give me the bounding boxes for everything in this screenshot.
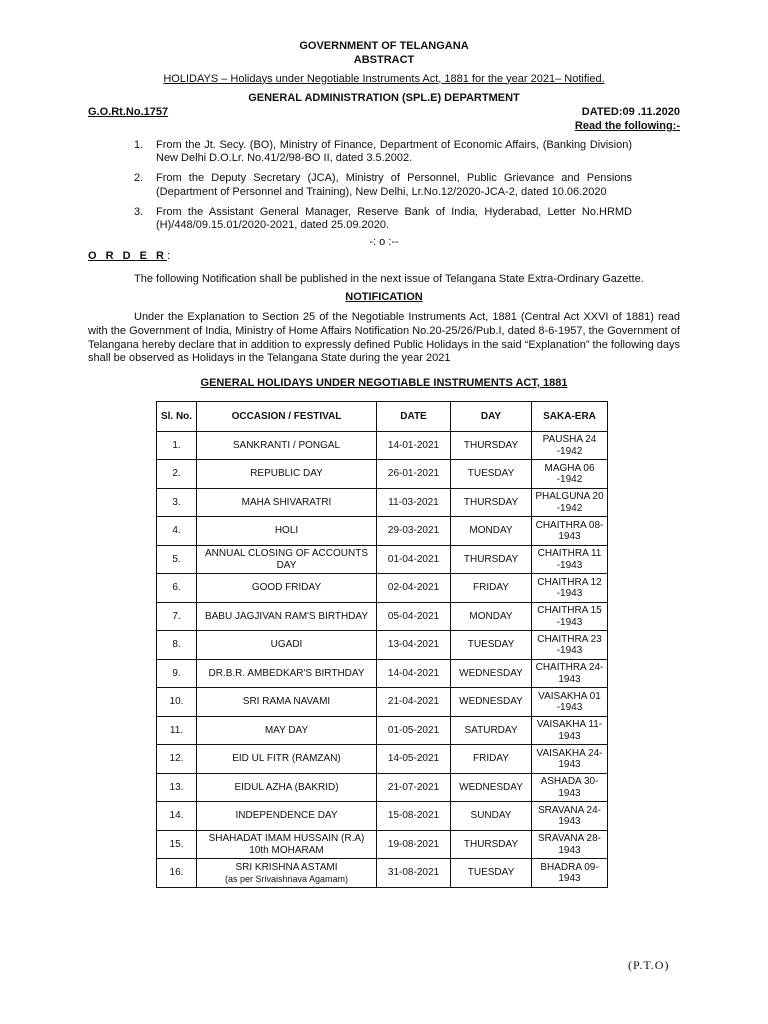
go-number: G.O.Rt.No.1757 bbox=[88, 106, 169, 118]
cell-sl-no-text: 13. bbox=[169, 781, 184, 793]
cell-date-text: 14-05-2021 bbox=[387, 753, 440, 765]
cell-day-text: THURSDAY bbox=[463, 439, 519, 451]
header-day: DAY bbox=[451, 401, 532, 431]
cell-saka-era bbox=[532, 716, 608, 745]
go-number-row bbox=[88, 106, 680, 120]
table-row bbox=[157, 859, 608, 888]
cell-occasion-text: MAY DAY bbox=[264, 724, 309, 736]
header-date: DATE bbox=[377, 401, 451, 431]
cell-saka-era-text: ASHADA 30-1943 bbox=[540, 776, 599, 799]
table-row bbox=[157, 830, 608, 859]
notification-paragraph: Under the Explanation to Section 25 of the Negotiable Instruments Act, 1881 (Central Act XXVI of 1881) read with the Government of India, Ministry of Home Affairs Notification No.20-25/26/Pub.I, dated 8-6-1957, the Government of Telangana hereby declare that in addition to expressly defined Public Holidays in the said “Explanation” the following days shall be observed as Holidays in the Telangana State during the year 2021 bbox=[88, 311, 680, 365]
cell-saka-era bbox=[532, 859, 608, 888]
government-title: GOVERNMENT OF TELANGANA bbox=[299, 40, 469, 52]
reference-item bbox=[88, 172, 680, 200]
cell-sl-no-text: 6. bbox=[172, 582, 181, 594]
cell-sl-no bbox=[157, 716, 197, 745]
reference-number: 2. bbox=[134, 172, 144, 184]
cell-occasion-text: EID UL FITR (RAMZAN) bbox=[232, 753, 341, 765]
header-saka-era: SAKA-ERA bbox=[532, 401, 608, 431]
reference-text: From the Deputy Secretary (JCA), Ministry of Personnel, Public Grievance and Pensions (Department of Personnel and Training), New Delhi, Lr.No.12/2020-JCA-2, dated 10.06.2020 bbox=[156, 172, 632, 198]
cell-day-text: MONDAY bbox=[469, 610, 513, 622]
cell-saka-era-text: SRAVANA 28-1943 bbox=[538, 833, 601, 856]
cell-day bbox=[451, 574, 532, 603]
cell-occasion-text: INDEPENDENCE DAY bbox=[235, 810, 338, 822]
cell-occasion-text: MAHA SHIVARATRI bbox=[241, 496, 332, 508]
cell-occasion bbox=[197, 773, 377, 802]
go-document bbox=[88, 40, 680, 888]
cell-saka-era bbox=[532, 488, 608, 517]
cell-date bbox=[377, 631, 451, 660]
cell-sl-no bbox=[157, 460, 197, 489]
read-following-label: Read the following:- bbox=[574, 119, 680, 132]
cell-occasion bbox=[197, 517, 377, 546]
cell-saka-era-text: CHAITHRA 24-1943 bbox=[535, 662, 604, 685]
table-row bbox=[157, 773, 608, 802]
cell-day bbox=[451, 488, 532, 517]
header-sl-no: Sl. No. bbox=[157, 401, 197, 431]
cell-occasion bbox=[197, 431, 377, 460]
order-label: O R D E R bbox=[88, 249, 167, 262]
cell-day bbox=[451, 631, 532, 660]
subject-line: HOLIDAYS – Holidays under Negotiable Instruments Act, 1881 for the year 2021– Notified. bbox=[163, 72, 605, 85]
cell-occasion-text: EIDUL AZHA (BAKRID) bbox=[234, 781, 339, 793]
cell-day bbox=[451, 602, 532, 631]
cell-day bbox=[451, 859, 532, 888]
cell-day bbox=[451, 830, 532, 859]
cell-day bbox=[451, 688, 532, 717]
cell-saka-era bbox=[532, 631, 608, 660]
cell-occasion bbox=[197, 802, 377, 831]
cell-date-text: 26-01-2021 bbox=[387, 468, 440, 480]
cell-occasion-note: (as per Srivaishnava Agamam) bbox=[224, 873, 349, 884]
cell-date bbox=[377, 745, 451, 774]
cell-date-text: 02-04-2021 bbox=[387, 582, 440, 594]
cell-saka-era-text: BHADRA 09-1943 bbox=[540, 861, 599, 884]
cell-sl-no-text: 4. bbox=[172, 525, 181, 537]
cell-date bbox=[377, 602, 451, 631]
cell-date bbox=[377, 574, 451, 603]
cell-date bbox=[377, 859, 451, 888]
cell-saka-era-text: CHAITHRA 23 -1943 bbox=[537, 633, 602, 656]
table-row bbox=[157, 431, 608, 460]
cell-date-text: 19-08-2021 bbox=[387, 838, 440, 850]
cell-saka-era-text: PHALGUNA 20 -1942 bbox=[535, 491, 604, 514]
cell-occasion bbox=[197, 545, 377, 574]
cell-occasion bbox=[197, 688, 377, 717]
cell-date bbox=[377, 460, 451, 489]
cell-saka-era-text: MAGHA 06 -1942 bbox=[544, 462, 595, 485]
cell-date bbox=[377, 716, 451, 745]
separator: -: o :-- bbox=[369, 236, 399, 248]
order-paragraph: The following Notification shall be published in the next issue of Telangana State Extra-Ordinary Gazette. bbox=[134, 272, 644, 285]
table-row bbox=[157, 716, 608, 745]
cell-saka-era bbox=[532, 460, 608, 489]
cell-sl-no bbox=[157, 859, 197, 888]
cell-date bbox=[377, 830, 451, 859]
cell-day-text: WEDNESDAY bbox=[459, 781, 523, 793]
cell-day-text: TUESDAY bbox=[467, 867, 515, 879]
cell-date-text: 01-05-2021 bbox=[387, 724, 440, 736]
cell-saka-era bbox=[532, 517, 608, 546]
cell-day bbox=[451, 460, 532, 489]
cell-saka-era-text: CHAITHRA 15 -1943 bbox=[537, 605, 602, 628]
cell-saka-era bbox=[532, 574, 608, 603]
cell-date-text: 14-04-2021 bbox=[387, 667, 440, 679]
cell-sl-no-text: 9. bbox=[172, 667, 181, 679]
cell-sl-no bbox=[157, 488, 197, 517]
cell-day bbox=[451, 545, 532, 574]
cell-day-text: THURSDAY bbox=[463, 553, 519, 565]
cell-saka-era bbox=[532, 830, 608, 859]
cell-sl-no bbox=[157, 631, 197, 660]
cell-occasion-text: SRI RAMA NAVAMI bbox=[242, 696, 331, 708]
cell-sl-no bbox=[157, 545, 197, 574]
cell-sl-no-text: 10. bbox=[169, 696, 184, 708]
cell-date-text: 13-04-2021 bbox=[387, 639, 440, 651]
cell-sl-no bbox=[157, 602, 197, 631]
cell-occasion-text: HOLI bbox=[274, 525, 299, 537]
cell-saka-era-text: VAISAKHA 01 -1943 bbox=[538, 690, 601, 713]
cell-day-text: FRIDAY bbox=[473, 753, 509, 765]
cell-date-text: 01-04-2021 bbox=[387, 553, 440, 565]
cell-sl-no-text: 12. bbox=[169, 753, 184, 765]
cell-date-text: 31-08-2021 bbox=[387, 867, 440, 879]
department-title: GENERAL ADMINISTRATION (SPL.E) DEPARTMENT bbox=[248, 92, 520, 105]
cell-occasion-text: DR.B.R. AMBEDKAR'S BIRTHDAY bbox=[208, 667, 365, 679]
table-header-row bbox=[157, 401, 608, 431]
cell-day bbox=[451, 431, 532, 460]
cell-sl-no-text: 5. bbox=[172, 553, 181, 565]
cell-day-text: FRIDAY bbox=[473, 582, 509, 594]
reference-number: 1. bbox=[134, 138, 144, 151]
reference-item bbox=[88, 206, 680, 234]
cell-occasion bbox=[197, 745, 377, 774]
table-row bbox=[157, 745, 608, 774]
cell-date bbox=[377, 545, 451, 574]
cell-date-text: 05-04-2021 bbox=[387, 610, 440, 622]
cell-sl-no bbox=[157, 517, 197, 546]
cell-day bbox=[451, 659, 532, 688]
cell-date bbox=[377, 659, 451, 688]
order-heading bbox=[88, 250, 680, 264]
cell-occasion bbox=[197, 859, 377, 888]
table-row bbox=[157, 688, 608, 717]
cell-saka-era-text: PAUSHA 24 -1942 bbox=[542, 434, 597, 457]
cell-occasion bbox=[197, 716, 377, 745]
cell-saka-era bbox=[532, 659, 608, 688]
cell-sl-no-text: 14. bbox=[169, 810, 184, 822]
table-row bbox=[157, 574, 608, 603]
header-occasion: OCCASION / FESTIVAL bbox=[197, 401, 377, 431]
cell-saka-era-text: SRAVANA 24-1943 bbox=[538, 804, 601, 827]
table-row bbox=[157, 659, 608, 688]
pto-label: (P.T.O) bbox=[628, 958, 670, 972]
cell-saka-era-text: VAISAKHA 24-1943 bbox=[536, 747, 603, 770]
cell-day bbox=[451, 517, 532, 546]
cell-saka-era-text: VAISAKHA 11-1943 bbox=[536, 719, 603, 742]
cell-occasion bbox=[197, 602, 377, 631]
go-date: DATED:09 .11.2020 bbox=[581, 106, 680, 118]
notification-title: NOTIFICATION bbox=[345, 291, 423, 304]
cell-sl-no bbox=[157, 802, 197, 831]
cell-date-text: 11-03-2021 bbox=[388, 496, 439, 508]
cell-saka-era bbox=[532, 688, 608, 717]
cell-date-text: 29-03-2021 bbox=[387, 525, 440, 537]
reference-item bbox=[88, 139, 680, 167]
cell-saka-era-text: CHAITHRA 11 -1943 bbox=[537, 548, 602, 571]
cell-occasion-text: SRI KRISHNA ASTAMI bbox=[235, 862, 338, 874]
cell-occasion bbox=[197, 460, 377, 489]
cell-occasion bbox=[197, 574, 377, 603]
cell-sl-no bbox=[157, 431, 197, 460]
cell-sl-no-text: 3. bbox=[172, 496, 181, 508]
cell-sl-no-text: 15. bbox=[169, 838, 184, 850]
cell-saka-era bbox=[532, 431, 608, 460]
cell-occasion bbox=[197, 631, 377, 660]
cell-saka-era bbox=[532, 802, 608, 831]
cell-day-text: THURSDAY bbox=[463, 838, 519, 850]
table-row bbox=[157, 545, 608, 574]
cell-sl-no bbox=[157, 745, 197, 774]
cell-day-text: WEDNESDAY bbox=[459, 696, 523, 708]
read-following bbox=[88, 120, 680, 134]
cell-sl-no bbox=[157, 773, 197, 802]
table-row bbox=[157, 602, 608, 631]
cell-sl-no-text: 16. bbox=[169, 867, 184, 879]
cell-sl-no-text: 7. bbox=[172, 610, 181, 622]
cell-date-text: 15-08-2021 bbox=[387, 810, 440, 822]
cell-day bbox=[451, 802, 532, 831]
cell-date bbox=[377, 431, 451, 460]
cell-occasion bbox=[197, 830, 377, 859]
cell-day-text: TUESDAY bbox=[467, 468, 515, 480]
holidays-table bbox=[156, 401, 608, 888]
cell-day-text: SUNDAY bbox=[470, 810, 512, 822]
abstract-title: ABSTRACT bbox=[353, 53, 415, 66]
cell-saka-era bbox=[532, 602, 608, 631]
cell-saka-era bbox=[532, 545, 608, 574]
cell-day-text: WEDNESDAY bbox=[459, 667, 523, 679]
cell-day bbox=[451, 716, 532, 745]
cell-sl-no bbox=[157, 574, 197, 603]
cell-occasion-text: SANKRANTI / PONGAL bbox=[232, 439, 341, 451]
cell-day bbox=[451, 745, 532, 774]
cell-sl-no bbox=[157, 659, 197, 688]
cell-day bbox=[451, 773, 532, 802]
cell-date-text: 14-01-2021 bbox=[387, 439, 440, 451]
cell-sl-no-text: 1. bbox=[172, 439, 181, 451]
cell-occasion-text: REPUBLIC DAY bbox=[250, 468, 323, 480]
reference-text: From the Assistant General Manager, Reserve Bank of India, Hyderabad, Letter No.HRMD (H)/448/09.15.01/2020-2021, dated 25.09.2020. bbox=[156, 205, 632, 232]
cell-saka-era bbox=[532, 745, 608, 774]
reference-number: 3. bbox=[134, 205, 144, 218]
cell-saka-era-text: CHAITHRA 08-1943 bbox=[535, 519, 604, 542]
table-body bbox=[157, 431, 608, 887]
cell-occasion bbox=[197, 659, 377, 688]
cell-sl-no bbox=[157, 830, 197, 859]
cell-occasion-text: BABU JAGJIVAN RAM'S BIRTHDAY bbox=[204, 610, 369, 622]
cell-sl-no bbox=[157, 688, 197, 717]
table-row bbox=[157, 488, 608, 517]
cell-occasion-text: ANNUAL CLOSING OF ACCOUNTS DAY bbox=[205, 548, 368, 571]
cell-date bbox=[377, 802, 451, 831]
table-title: GENERAL HOLIDAYS UNDER NEGOTIABLE INSTRUMENTS ACT, 1881 bbox=[200, 377, 568, 389]
cell-date bbox=[377, 688, 451, 717]
cell-day-text: MONDAY bbox=[469, 525, 513, 537]
cell-date-text: 21-04-2021 bbox=[387, 696, 440, 708]
cell-occasion-text: SHAHADAT IMAM HUSSAIN (R.A) 10th MOHARAM bbox=[208, 833, 365, 856]
reference-list bbox=[88, 139, 680, 234]
cell-date bbox=[377, 517, 451, 546]
cell-date bbox=[377, 773, 451, 802]
cell-saka-era bbox=[532, 773, 608, 802]
order-colon: : bbox=[166, 249, 171, 262]
cell-date bbox=[377, 488, 451, 517]
cell-saka-era-text: CHAITHRA 12 -1943 bbox=[537, 576, 602, 599]
cell-occasion bbox=[197, 488, 377, 517]
cell-sl-no-text: 2. bbox=[172, 468, 181, 480]
cell-occasion-text: UGADI bbox=[270, 639, 303, 651]
cell-sl-no-text: 8. bbox=[172, 639, 181, 651]
table-row bbox=[157, 802, 608, 831]
cell-day-text: SATURDAY bbox=[464, 724, 518, 736]
cell-sl-no-text: 11. bbox=[169, 724, 184, 736]
cell-day-text: THURSDAY bbox=[463, 496, 519, 508]
reference-text: From the Jt. Secy. (BO), Ministry of Finance, Department of Economic Affairs, (Banking Division) New Delhi D.O.Lr. No.41/2/98-BO II, dated 3.5.2002. bbox=[156, 138, 632, 165]
table-row bbox=[157, 460, 608, 489]
cell-occasion-text: GOOD FRIDAY bbox=[251, 582, 322, 594]
cell-date-text: 21-07-2021 bbox=[387, 781, 440, 793]
cell-day-text: TUESDAY bbox=[467, 639, 515, 651]
table-row bbox=[157, 517, 608, 546]
table-row bbox=[157, 631, 608, 660]
